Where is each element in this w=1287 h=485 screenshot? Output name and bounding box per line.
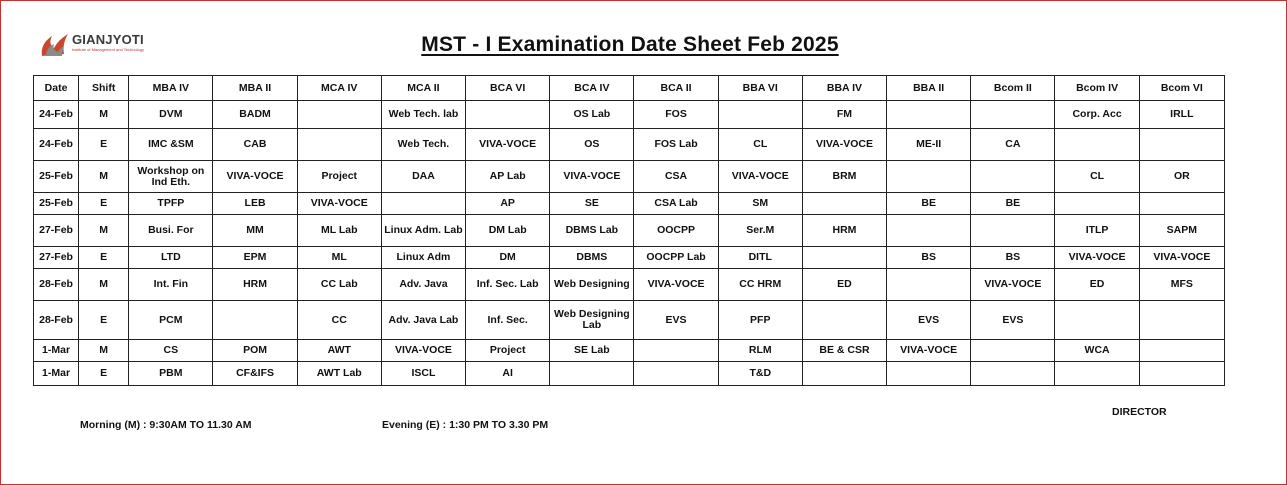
subject-cell: Int. Fin: [129, 269, 213, 301]
logo-name: GIANJYOTI: [72, 32, 144, 47]
subject-cell: [1139, 193, 1224, 215]
subject-cell: VIVA-VOCE: [971, 269, 1055, 301]
subject-cell: POM: [213, 340, 297, 362]
subject-cell: RLM: [718, 340, 802, 362]
table-row: [34, 101, 1225, 129]
subject-cell: MFS: [1139, 269, 1224, 301]
column-header: MBA IV: [129, 76, 213, 101]
subject-cell: [1139, 301, 1224, 340]
shift-cell: E: [79, 362, 129, 386]
subject-cell: [802, 193, 886, 215]
subject-cell: [802, 362, 886, 386]
subject-cell: VIVA-VOCE: [213, 161, 297, 193]
column-header: Shift: [79, 76, 129, 101]
subject-cell: OS Lab: [550, 101, 634, 129]
subject-cell: FM: [802, 101, 886, 129]
subject-cell: T&D: [718, 362, 802, 386]
shift-cell: M: [79, 269, 129, 301]
subject-cell: BRM: [802, 161, 886, 193]
table-row: [34, 215, 1225, 247]
date-cell: 1-Mar: [34, 362, 79, 386]
subject-cell: IMC &SM: [129, 129, 213, 161]
subject-cell: SE: [550, 193, 634, 215]
date-cell: 1-Mar: [34, 340, 79, 362]
subject-cell: HRM: [802, 215, 886, 247]
table-row: [34, 129, 1225, 161]
subject-cell: BE: [971, 193, 1055, 215]
table-row: [34, 161, 1225, 193]
subject-cell: Web Designing: [550, 269, 634, 301]
subject-cell: CL: [718, 129, 802, 161]
subject-cell: PBM: [129, 362, 213, 386]
subject-cell: [971, 362, 1055, 386]
subject-cell: ISCL: [381, 362, 465, 386]
subject-cell: OS: [550, 129, 634, 161]
shift-cell: M: [79, 161, 129, 193]
table-row: [34, 269, 1225, 301]
shift-cell: E: [79, 301, 129, 340]
date-cell: 25-Feb: [34, 193, 79, 215]
subject-cell: Project: [297, 161, 381, 193]
shift-cell: M: [79, 340, 129, 362]
shift-cell: E: [79, 247, 129, 269]
subject-cell: CC: [297, 301, 381, 340]
subject-cell: [802, 247, 886, 269]
subject-cell: OR: [1139, 161, 1224, 193]
subject-cell: ED: [802, 269, 886, 301]
page-title: MST - I Examination Date Sheet Feb 2025: [421, 33, 839, 56]
subject-cell: CA: [971, 129, 1055, 161]
date-cell: 28-Feb: [34, 301, 79, 340]
subject-cell: LTD: [129, 247, 213, 269]
subject-cell: CAB: [213, 129, 297, 161]
column-header: Bcom VI: [1139, 76, 1224, 101]
subject-cell: [550, 362, 634, 386]
subject-cell: [971, 161, 1055, 193]
subject-cell: VIVA-VOCE: [466, 129, 550, 161]
subject-cell: ED: [1055, 269, 1139, 301]
table-row: [34, 247, 1225, 269]
subject-cell: [887, 161, 971, 193]
column-header: BCA II: [634, 76, 718, 101]
subject-cell: VIVA-VOCE: [1139, 247, 1224, 269]
subject-cell: VIVA-VOCE: [634, 269, 718, 301]
subject-cell: AP Lab: [466, 161, 550, 193]
subject-cell: MM: [213, 215, 297, 247]
subject-cell: SE Lab: [550, 340, 634, 362]
subject-cell: [297, 101, 381, 129]
column-header: BBA IV: [802, 76, 886, 101]
subject-cell: VIVA-VOCE: [718, 161, 802, 193]
subject-cell: EVS: [887, 301, 971, 340]
table-row: [34, 301, 1225, 340]
subject-cell: VIVA-VOCE: [550, 161, 634, 193]
subject-cell: EVS: [971, 301, 1055, 340]
date-sheet-table: [33, 75, 1225, 386]
subject-cell: [887, 269, 971, 301]
subject-cell: BS: [887, 247, 971, 269]
column-header: BCA IV: [550, 76, 634, 101]
subject-cell: [466, 101, 550, 129]
evening-timing: Evening (E) : 1:30 PM TO 3.30 PM: [382, 419, 549, 431]
column-header: MCA IV: [297, 76, 381, 101]
shift-cell: M: [79, 101, 129, 129]
subject-cell: [718, 101, 802, 129]
subject-cell: SM: [718, 193, 802, 215]
subject-cell: Corp. Acc: [1055, 101, 1139, 129]
column-header: Bcom IV: [1055, 76, 1139, 101]
subject-cell: IRLL: [1139, 101, 1224, 129]
header-row: [34, 76, 1225, 101]
subject-cell: Web Tech. lab: [381, 101, 465, 129]
shift-cell: E: [79, 193, 129, 215]
subject-cell: DBMS: [550, 247, 634, 269]
subject-cell: SAPM: [1139, 215, 1224, 247]
subject-cell: AI: [466, 362, 550, 386]
subject-cell: [802, 301, 886, 340]
subject-cell: [1055, 129, 1139, 161]
table-row: [34, 340, 1225, 362]
subject-cell: PCM: [129, 301, 213, 340]
date-cell: 27-Feb: [34, 247, 79, 269]
column-header: Bcom II: [971, 76, 1055, 101]
subject-cell: [634, 340, 718, 362]
subject-cell: EVS: [634, 301, 718, 340]
subject-cell: [887, 215, 971, 247]
column-header: MBA II: [213, 76, 297, 101]
column-header: BCA VI: [466, 76, 550, 101]
subject-cell: CSA Lab: [634, 193, 718, 215]
subject-cell: [887, 101, 971, 129]
shift-cell: E: [79, 129, 129, 161]
subject-cell: AP: [466, 193, 550, 215]
subject-cell: DVM: [129, 101, 213, 129]
subject-cell: VIVA-VOCE: [1055, 247, 1139, 269]
subject-cell: DM Lab: [466, 215, 550, 247]
subject-cell: Inf. Sec.: [466, 301, 550, 340]
subject-cell: ML: [297, 247, 381, 269]
subject-cell: [971, 101, 1055, 129]
subject-cell: HRM: [213, 269, 297, 301]
subject-cell: Linux Adm: [381, 247, 465, 269]
subject-cell: Project: [466, 340, 550, 362]
subject-cell: OOCPP Lab: [634, 247, 718, 269]
subject-cell: [381, 193, 465, 215]
subject-cell: VIVA-VOCE: [381, 340, 465, 362]
date-cell: 24-Feb: [34, 101, 79, 129]
subject-cell: VIVA-VOCE: [297, 193, 381, 215]
subject-cell: TPFP: [129, 193, 213, 215]
shift-cell: M: [79, 215, 129, 247]
subject-cell: [1055, 301, 1139, 340]
subject-cell: [887, 362, 971, 386]
subject-cell: DITL: [718, 247, 802, 269]
subject-cell: VIVA-VOCE: [887, 340, 971, 362]
subject-cell: PFP: [718, 301, 802, 340]
director-signature: DIRECTOR: [1112, 406, 1167, 418]
date-cell: 27-Feb: [34, 215, 79, 247]
subject-cell: Linux Adm. Lab: [381, 215, 465, 247]
subject-cell: [634, 362, 718, 386]
subject-cell: Workshop on Ind Eth.: [129, 161, 213, 193]
subject-cell: DBMS Lab: [550, 215, 634, 247]
subject-cell: [297, 129, 381, 161]
subject-cell: DM: [466, 247, 550, 269]
subject-cell: Busi. For: [129, 215, 213, 247]
table-row: [34, 362, 1225, 386]
column-header: MCA II: [381, 76, 465, 101]
subject-cell: BE & CSR: [802, 340, 886, 362]
subject-cell: [1139, 129, 1224, 161]
morning-timing: Morning (M) : 9:30AM TO 11.30 AM: [80, 419, 252, 431]
subject-cell: [1139, 340, 1224, 362]
subject-cell: [971, 215, 1055, 247]
date-cell: 25-Feb: [34, 161, 79, 193]
subject-cell: [1139, 362, 1224, 386]
subject-cell: EPM: [213, 247, 297, 269]
logo-tagline: Institute of Management and Technology: [72, 47, 144, 52]
subject-cell: AWT: [297, 340, 381, 362]
subject-cell: CSA: [634, 161, 718, 193]
column-header: Date: [34, 76, 79, 101]
subject-cell: [971, 340, 1055, 362]
subject-cell: DAA: [381, 161, 465, 193]
subject-cell: [213, 301, 297, 340]
subject-cell: BADM: [213, 101, 297, 129]
subject-cell: Web Designing Lab: [550, 301, 634, 340]
subject-cell: CL: [1055, 161, 1139, 193]
subject-cell: FOS: [634, 101, 718, 129]
subject-cell: Adv. Java Lab: [381, 301, 465, 340]
table-row: [34, 193, 1225, 215]
column-header: BBA VI: [718, 76, 802, 101]
subject-cell: CF&IFS: [213, 362, 297, 386]
subject-cell: BS: [971, 247, 1055, 269]
subject-cell: FOS Lab: [634, 129, 718, 161]
subject-cell: Web Tech.: [381, 129, 465, 161]
subject-cell: CC Lab: [297, 269, 381, 301]
subject-cell: BE: [887, 193, 971, 215]
subject-cell: OOCPP: [634, 215, 718, 247]
subject-cell: VIVA-VOCE: [802, 129, 886, 161]
subject-cell: LEB: [213, 193, 297, 215]
subject-cell: [1055, 193, 1139, 215]
subject-cell: Ser.M: [718, 215, 802, 247]
subject-cell: CC HRM: [718, 269, 802, 301]
column-header: BBA II: [887, 76, 971, 101]
date-cell: 24-Feb: [34, 129, 79, 161]
subject-cell: AWT Lab: [297, 362, 381, 386]
subject-cell: CS: [129, 340, 213, 362]
date-cell: 28-Feb: [34, 269, 79, 301]
subject-cell: [1055, 362, 1139, 386]
subject-cell: Inf. Sec. Lab: [466, 269, 550, 301]
subject-cell: WCA: [1055, 340, 1139, 362]
subject-cell: ME-II: [887, 129, 971, 161]
subject-cell: ML Lab: [297, 215, 381, 247]
subject-cell: Adv. Java: [381, 269, 465, 301]
subject-cell: ITLP: [1055, 215, 1139, 247]
